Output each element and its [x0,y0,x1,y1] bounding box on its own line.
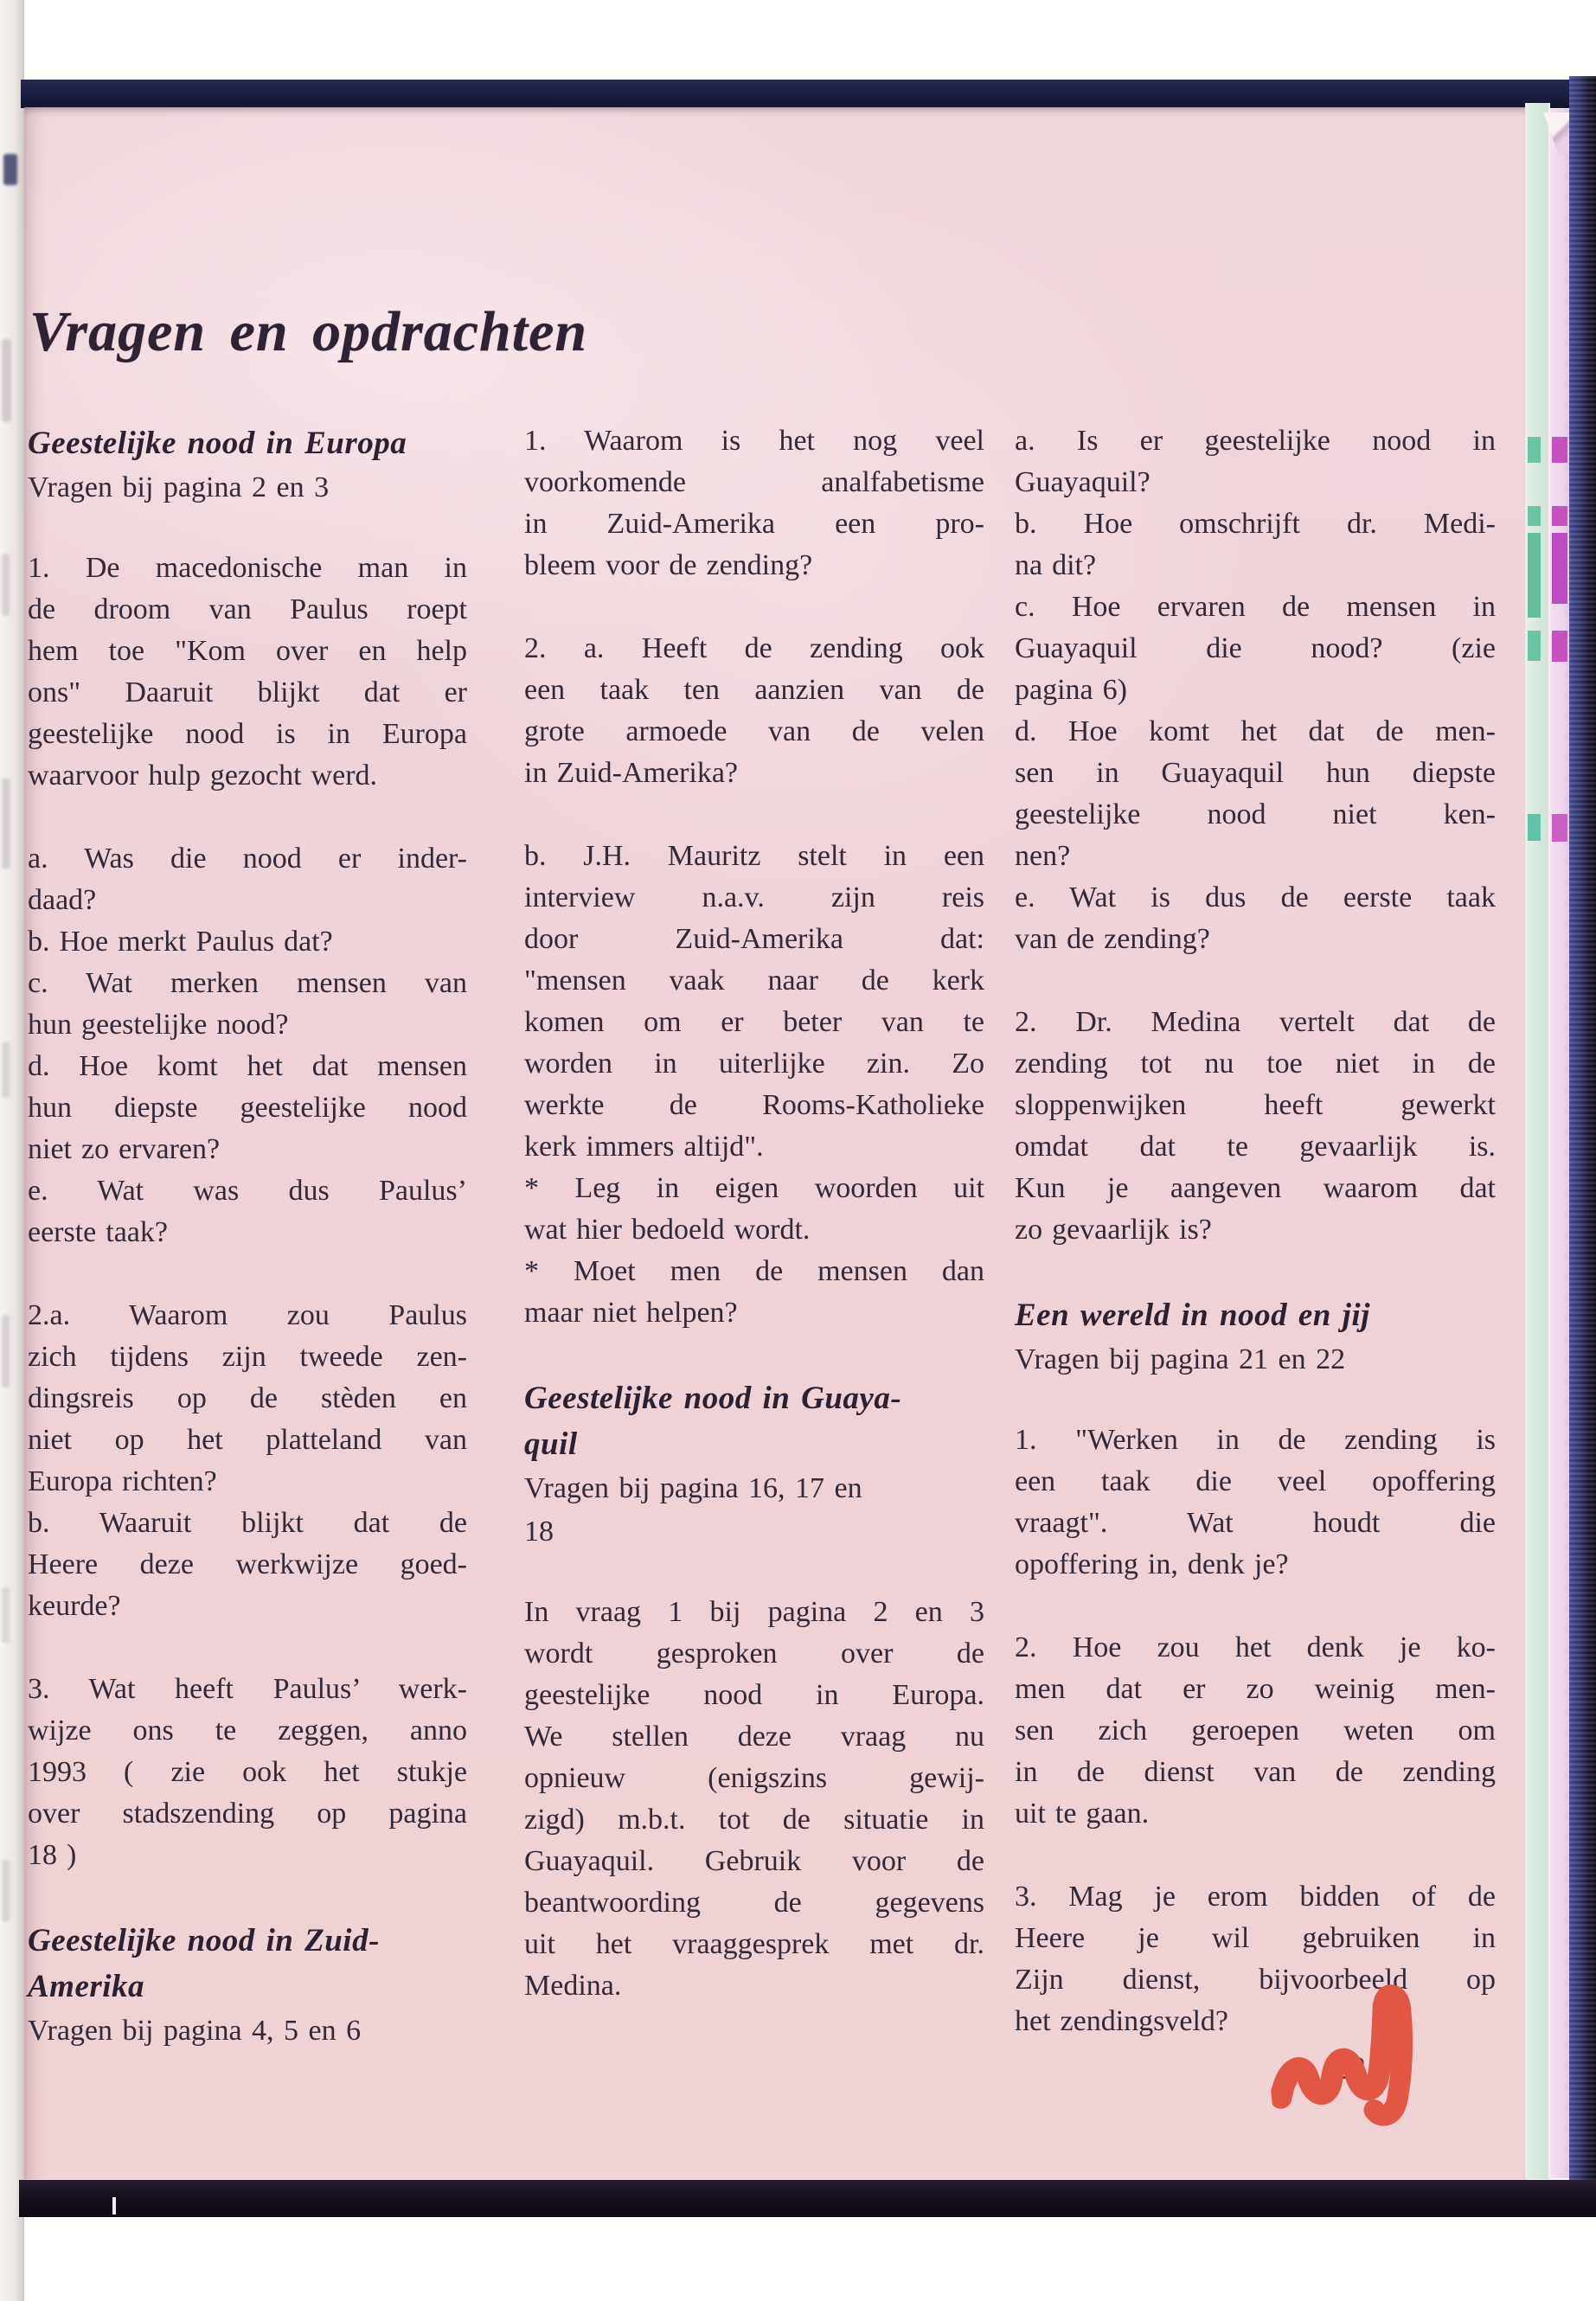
paragraph [1015,877,1496,960]
paragraph [28,1046,467,1170]
paragraph [1015,1002,1496,1251]
text-line: de droom van Paulus roept [28,593,467,625]
left-edge-fragment [2,1860,10,1922]
text-line: Vragen bij pagina 21 en 22 [1015,1343,1346,1375]
section-heading [28,420,467,466]
text-line: hem toe "Kom over en help [28,635,467,667]
left-edge-fragment [3,154,17,185]
section-heading [28,1918,467,2009]
text-line: Europa richten? [28,1465,217,1497]
text-line: Guayaquil die nood? (zie [1015,632,1496,664]
paragraph [28,963,467,1046]
text-line: omdat dat te gevaarlijk is. [1015,1131,1496,1163]
text-line: Geestelijke nood in Zuid- [28,1923,380,1958]
text-line: van de zending? [1015,923,1210,955]
left-edge-fragment [2,779,10,868]
text-line: 1993 ( zie ook het stukje [28,1756,467,1788]
book-cover-spine [1569,76,1596,2217]
text-line: b. Waaruit blijkt dat de [28,1507,467,1539]
paragraph [28,1503,467,1627]
text-line: Zijn dienst, bijvoorbeeld op [1015,1964,1496,1996]
edge-mark-magenta [1552,506,1567,526]
text-line: dingsreis op de stèden en [28,1382,467,1414]
text-line: c. Wat merken mensen van [28,967,467,999]
edge-mark-magenta [1552,814,1567,842]
text-line: ons" Daaruit blijkt dat er [28,676,467,708]
text-line: waarvoor hulp gezocht werd. [28,760,378,792]
text-line: Guayaquil? [1015,466,1151,498]
text-line: Heere deze werkwijze goed- [28,1548,467,1580]
text-line: grote armoede van de velen [524,715,984,747]
text-line: Heere je wil gebruiken in [1015,1922,1496,1954]
paragraph [524,628,984,794]
text-line: keurde? [28,1590,121,1622]
text-line: d. Hoe komt het dat de men- [1015,715,1496,747]
photo-left-gutter [0,0,24,2301]
text-line: 18 [524,1516,554,1548]
text-line: zending tot nu toe niet in de [1015,1048,1496,1080]
text-line: e. Wat is dus de eerste taak [1015,881,1496,913]
text-column-left [28,420,467,2091]
section-heading [524,1375,984,1467]
text-line: door Zuid-Amerika dat: [524,923,984,955]
bottom-band-notch [112,2197,116,2214]
text-line: een taak ten aanzien van de [524,674,984,706]
text-line: niet op het platteland van [28,1424,467,1456]
text-line: 1. De macedonische man in [28,552,467,584]
text-line: 2. Dr. Medina vertelt dat de [1015,1006,1496,1038]
section-subtitle [28,2009,467,2053]
text-line: Een wereld in nood en jij [1015,1298,1370,1333]
text-line: over stadszending op pagina [28,1798,467,1830]
text-line: Vragen bij pagina 2 en 3 [28,471,330,503]
text-line: men dat er zo weinig men- [1015,1673,1496,1705]
text-line: Medina. [524,1970,622,2002]
text-column-middle [524,420,984,2048]
edge-mark-teal [1528,533,1541,618]
page-title: Vragen en opdrachten [29,300,588,364]
paragraph [524,1168,984,1251]
text-line: * Moet men de mensen dan [524,1255,984,1287]
text-line: daad? [28,884,97,916]
text-line: een taak die veel opoffering [1015,1465,1496,1497]
edge-mark-magenta [1552,631,1567,662]
section-subtitle [1015,1338,1496,1381]
text-line: zo gevaarlijk is? [1015,1214,1212,1246]
text-line: Kun je aangeven waarom dat [1015,1172,1496,1204]
paragraph [1015,1876,1496,2042]
page-edge-lilac-strip [1550,109,1571,2178]
page-number: 23 [1332,2051,1368,2086]
text-line: In vraag 1 bij pagina 2 en 3 [524,1596,984,1628]
text-line: wat hier bedoeld wordt. [524,1214,811,1246]
paragraph [1015,1420,1496,1586]
paragraph [524,420,984,586]
left-edge-fragment [2,339,11,422]
text-line: wordt gesproken over de [524,1638,984,1670]
text-line: hun diepste geestelijke nood [28,1092,467,1124]
text-line: opoffering in, denk je? [1015,1548,1289,1580]
text-line: 18 ) [28,1839,77,1871]
text-line: nen? [1015,840,1071,872]
text-line: zich tijdens zijn tweede zen- [28,1341,467,1373]
paragraph [28,838,467,921]
text-line: eerste taak? [28,1216,168,1248]
paragraph [28,1295,467,1503]
paragraph [524,1592,984,2007]
text-line: bleem voor de zending? [524,549,813,581]
text-line: uit het vraaggesprek met dr. [524,1928,984,1960]
book-cover-bottom-band [19,2180,1596,2217]
paragraph [28,1170,467,1253]
left-edge-fragment [2,1587,10,1643]
section-subtitle [524,1467,984,1554]
paragraph [28,921,467,963]
edge-mark-teal [1528,437,1541,463]
paragraph [1015,586,1496,711]
page-edge-mint-strip [1525,103,1550,2179]
text-line: We stellen deze vraag nu [524,1721,984,1753]
text-line: quil [524,1426,578,1462]
text-line: geestelijke nood is in Europa [28,718,467,750]
edge-mark-magenta [1552,533,1567,604]
text-line: 2.a. Waarom zou Paulus [28,1299,467,1331]
text-line: vraagt". Wat houdt die [1015,1507,1496,1539]
text-line: b. Hoe merkt Paulus dat? [28,926,333,958]
text-line: zigd) m.b.t. tot de situatie in [524,1804,984,1836]
paragraph [524,1251,984,1334]
text-line: na dit? [1015,549,1097,581]
text-line: a. Is er geestelijke nood in [1015,425,1496,457]
text-line: * Leg in eigen woorden uit [524,1172,984,1204]
edge-mark-magenta [1552,437,1567,463]
text-line: sen in Guayaquil hun diepste [1015,757,1496,789]
edge-mark-teal [1528,506,1541,526]
text-line: opnieuw (enigszins gewij- [524,1762,984,1794]
edge-mark-teal [1528,814,1541,841]
paragraph [1015,503,1496,586]
paragraph [524,836,984,1168]
paragraph [1015,420,1496,503]
text-line: 2. a. Heeft de zending ook [524,632,984,664]
text-line: geestelijke nood niet ken- [1015,798,1496,830]
text-line: maar niet helpen? [524,1297,738,1329]
left-edge-fragment [2,1042,10,1098]
text-line: a. Was die nood er inder- [28,843,467,875]
text-line: het zendingsveld? [1015,2005,1229,2037]
left-edge-fragment [2,1315,10,1388]
text-line: 3. Mag je erom bidden of de [1015,1881,1496,1913]
text-line: e. Wat was dus Paulus’ [28,1175,467,1207]
text-column-right [1015,420,1496,2084]
text-line: sloppenwijken heeft gewerkt [1015,1089,1496,1121]
text-line: interview n.a.v. zijn reis [524,881,984,913]
text-line: Geestelijke nood in Europa [28,426,407,461]
text-line: in de dienst van de zending [1015,1756,1496,1788]
text-line: Guayaquil. Gebruik voor de [524,1845,984,1877]
text-line: in Zuid-Amerika? [524,757,739,789]
text-line: sen zich geroepen weten om [1015,1715,1496,1747]
text-line: "mensen vaak naar de kerk [524,965,984,997]
book-cover-top-band [21,80,1596,108]
text-line: b. Hoe omschrijft dr. Medi- [1015,508,1496,540]
text-line: niet zo ervaren? [28,1133,221,1165]
paragraph [28,1669,467,1876]
text-line: voorkomende analfabetisme [524,466,984,498]
text-line: uit te gaan. [1015,1798,1150,1830]
text-line: 1. Waarom is het nog veel [524,425,984,457]
text-line: Vragen bij pagina 4, 5 en 6 [28,2015,362,2047]
text-line: Vragen bij pagina 16, 17 en [524,1472,862,1504]
text-line: c. Hoe ervaren de mensen in [1015,591,1496,623]
text-line: Geestelijke nood in Guaya- [524,1381,902,1416]
text-line: pagina 6) [1015,674,1127,706]
paragraph [28,548,467,797]
red-squiggle-logo-icon [1260,1975,1432,2146]
text-line: 1. "Werken in de zending is [1015,1424,1496,1456]
text-line: Amerika [28,1969,145,2004]
text-line: d. Hoe komt het dat mensen [28,1050,467,1082]
text-line: b. J.H. Mauritz stelt in een [524,840,984,872]
text-line: wijze ons te zeggen, anno [28,1715,467,1747]
text-line: beantwoording de gegevens [524,1887,984,1919]
section-heading [1015,1292,1496,1338]
text-line: worden in uiterlijke zin. Zo [524,1048,984,1080]
text-line: geestelijke nood in Europa. [524,1679,984,1711]
text-line: 2. Hoe zou het denk je ko- [1015,1631,1496,1663]
edge-mark-teal [1528,631,1541,661]
text-line: in Zuid-Amerika een pro- [524,508,984,540]
text-line: komen om er beter van te [524,1006,984,1038]
paragraph [1015,1627,1496,1835]
text-line: 3. Wat heeft Paulus’ werk- [28,1673,467,1705]
text-line: kerk immers altijd". [524,1131,764,1163]
document-page [24,107,1527,2185]
paragraph [1015,711,1496,877]
section-subtitle [28,466,467,510]
text-line: werkte de Rooms-Katholieke [524,1089,984,1121]
left-edge-fragment [2,554,10,616]
text-line: hun geestelijke nood? [28,1009,289,1041]
